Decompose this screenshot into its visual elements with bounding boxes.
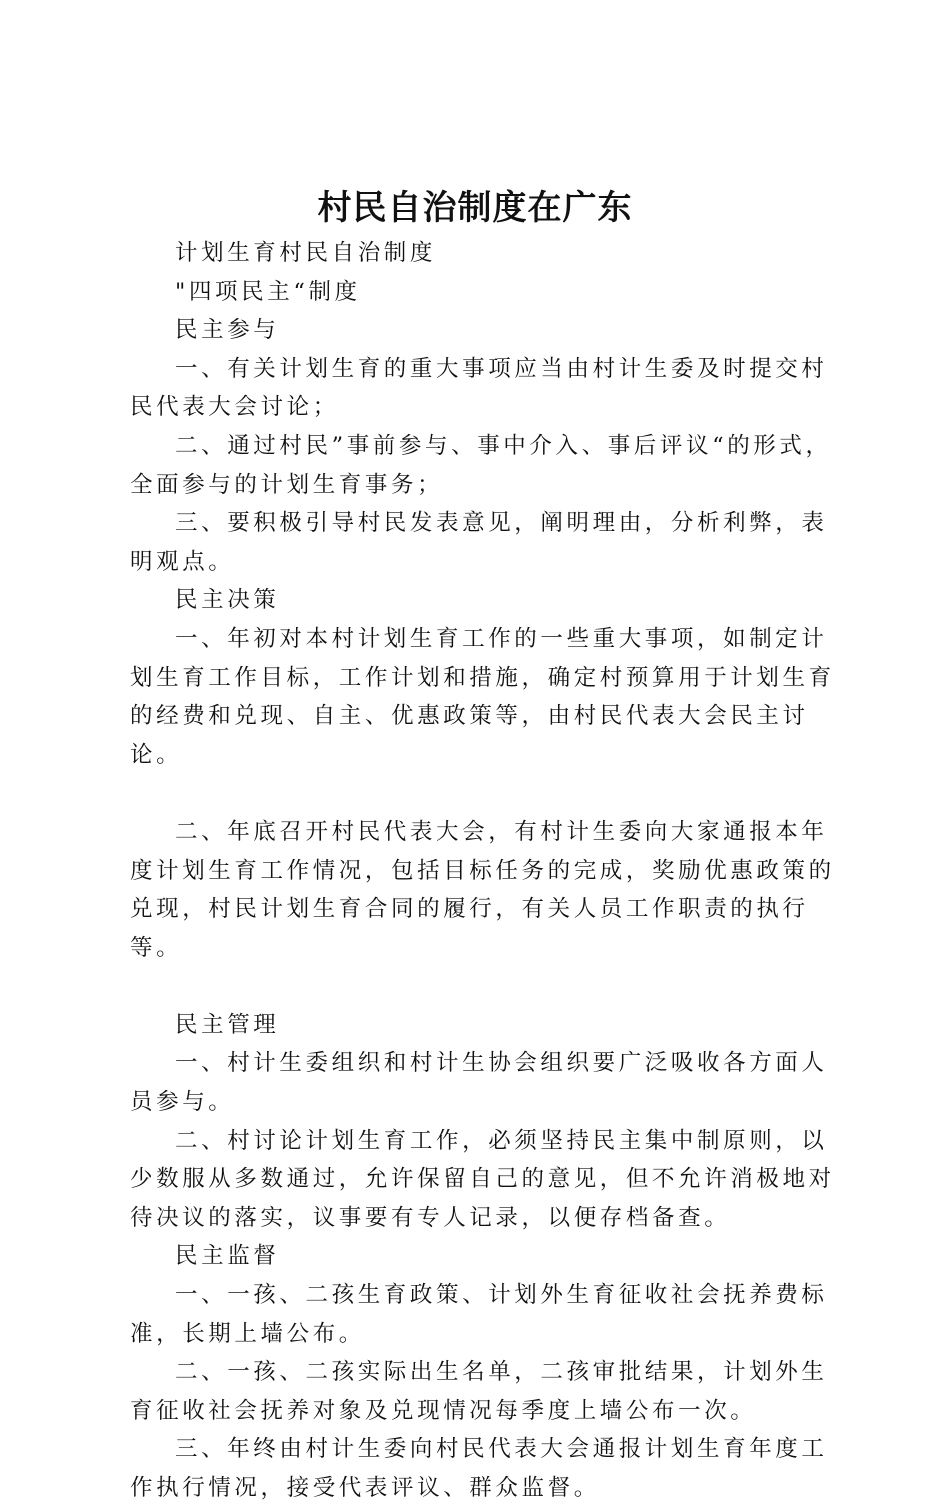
section-heading-four-democracies: "四项民主“制度 (175, 278, 361, 305)
document-title: 村民自治制度在广东 (317, 188, 633, 228)
paragraph: 二、通过村民”事前参与、事中介入、事后评议“的形式，全面参与的计划生育事务； (130, 432, 832, 498)
section-heading-democratic-participation: 民主参与 (175, 317, 280, 344)
paragraph: 一、村计生委组织和村计生协会组织要广泛吸收各方面人员参与。 (130, 1050, 828, 1116)
section-heading-democratic-decision: 民主决策 (175, 587, 280, 614)
paragraph: 二、年底召开村民代表大会，有村计生委向大家通报本年度计划生育工作情况，包括目标任务的完成，奖励优惠政策的兑现，村民计划生育合同的履行，有关人员工作职责的执行等。 (130, 818, 835, 961)
blank-line (130, 967, 838, 1006)
blank-line (130, 774, 838, 813)
paragraph: 二、村讨论计划生育工作，必须坚持民主集中制原则，以少数服从多数通过，允许保留自己的意见，但不允许消极地对待决议的落实，议事要有专人记录，以便存档备查。 (130, 1127, 835, 1231)
document-body (130, 234, 838, 1508)
paragraph: 三、年终由村计生委向村民代表大会通报计划生育年度工作执行情况，接受代表评议、群众监督。 (130, 1436, 828, 1501)
paragraph: 二、一孩、二孩实际出生名单，二孩审批结果，计划外生育征收社会抚养对象及兑现情况每季度上墙公布一次。 (130, 1359, 828, 1424)
section-heading-family-planning-autonomy: 计划生育村民自治制度 (175, 240, 437, 266)
section-heading-democratic-supervision: 民主监督 (175, 1243, 280, 1270)
section-heading-democratic-management: 民主管理 (175, 1011, 280, 1038)
paragraph: 三、要积极引导村民发表意见，阐明理由，分析利弊，表明观点。 (130, 510, 828, 575)
paragraph: 一、有关计划生育的重大事项应当由村计生委及时提交村民代表大会讨论； (130, 355, 828, 421)
paragraph: 一、一孩、二孩生育政策、计划外生育征收社会抚养费标准，长期上墙公布。 (130, 1282, 828, 1347)
paragraph: 一、年初对本村计划生育工作的一些重大事项，如制定计划生育工作目标，工作计划和措施，确定村预算用于计划生育的经费和兑现、自主、优惠政策等，由村民代表大会民主讨论。 (130, 625, 835, 768)
